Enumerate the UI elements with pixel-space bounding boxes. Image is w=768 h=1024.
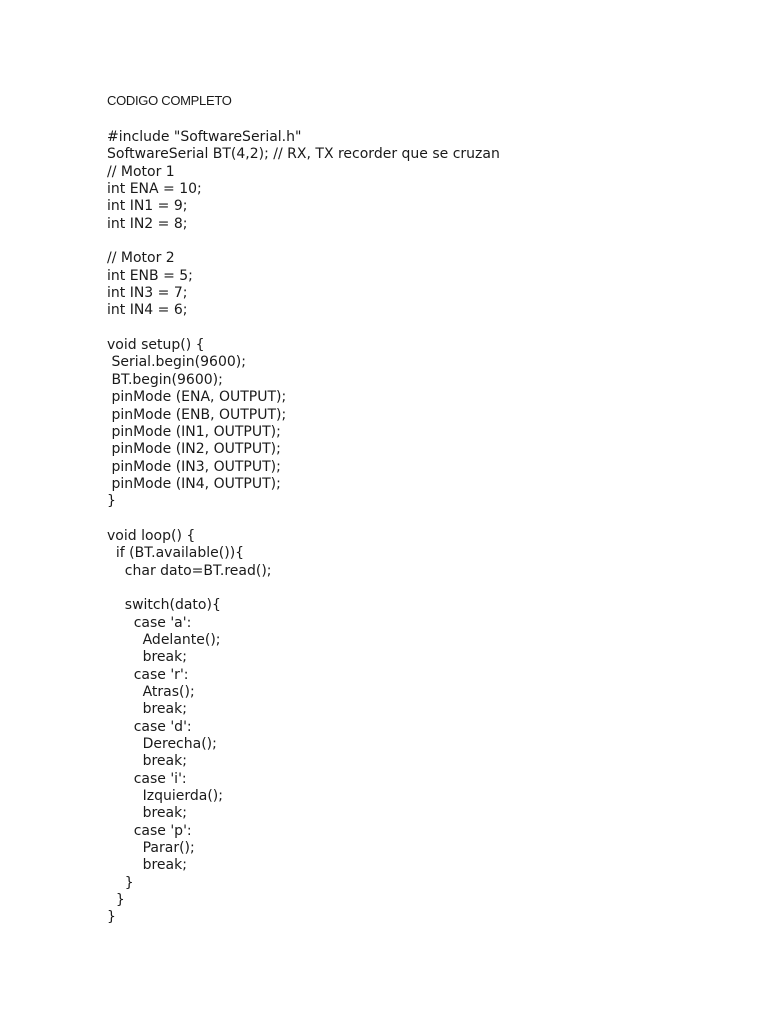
code-line: int IN1 = 9; [107,198,188,215]
code-line: void setup() { [107,337,205,354]
code-line: int IN2 = 8; [107,215,188,232]
code-line: pinMode (IN3, OUTPUT); [107,458,281,475]
code-line: int ENA = 10; [107,181,202,198]
code-line: break; [107,649,187,666]
code-line: switch(dato){ [107,597,221,614]
code-line [107,320,500,337]
code-line: } [107,892,125,909]
code-line: BT.begin(9600); [107,371,223,388]
code-line: SoftwareSerial BT(4,2); // RX, TX recorder que se cruzan [107,146,500,163]
code-block [107,129,500,927]
code-line: } [107,493,116,510]
code-line: Parar(); [107,840,195,857]
document-title: CODIGO COMPLETO [107,93,232,108]
code-line [107,233,500,250]
code-line: break; [107,701,187,718]
code-line: break; [107,805,187,822]
code-line: #include "SoftwareSerial.h" [107,129,302,145]
code-line: pinMode (IN4, OUTPUT); [107,475,281,492]
code-line: pinMode (ENA, OUTPUT); [107,389,287,406]
code-line: case 'a': [107,614,192,631]
code-line: int ENB = 5; [107,267,193,284]
code-line: Atras(); [107,684,195,700]
code-line: int IN3 = 7; [107,285,188,302]
code-line: Adelante(); [107,631,221,648]
code-line: case 'p': [107,822,192,839]
code-line: } [107,874,134,891]
code-line: Izquierda(); [107,788,223,805]
code-line [107,511,500,528]
code-line: } [107,909,116,926]
code-line: pinMode (IN2, OUTPUT); [107,441,281,458]
code-line: case 'r': [107,666,189,683]
code-line: pinMode (IN1, OUTPUT); [107,423,281,440]
code-line: case 'i': [107,770,187,787]
code-line: // Motor 2 [107,250,175,267]
code-line: break; [107,753,187,770]
code-line: Derecha(); [107,736,217,753]
code-line: case 'd': [107,718,192,735]
code-line: int IN4 = 6; [107,302,188,319]
code-line [107,580,500,597]
code-line: break; [107,857,187,874]
code-line: Serial.begin(9600); [107,354,246,371]
code-line: // Motor 1 [107,163,175,180]
code-line: char dato=BT.read(); [107,562,272,579]
code-line: void loop() { [107,527,196,544]
code-line: if (BT.available()){ [107,545,245,562]
code-line: pinMode (ENB, OUTPUT); [107,406,287,423]
